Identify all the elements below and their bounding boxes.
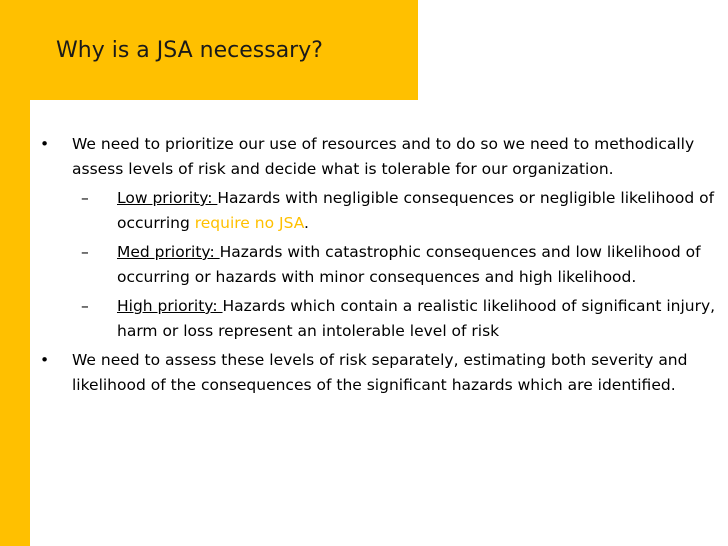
sub-bullet-text: Hazards which contain a realistic likelihood of significant injury, harm or loss represent an intolerable level of risk: [117, 297, 716, 340]
bullet-dot: •: [40, 351, 50, 369]
sub-bullet-tail: .: [304, 214, 309, 232]
priority-label: High priority:: [117, 297, 223, 315]
dash-marker: –: [81, 297, 89, 315]
bullet-item: [40, 132, 716, 182]
sub-bullet-item: [40, 186, 716, 236]
slide-title: Why is a JSA necessary?: [56, 38, 323, 63]
slide-body: [40, 132, 716, 398]
bullet-dot: •: [40, 135, 50, 153]
bullet-item: [40, 348, 716, 398]
accent-strip: [0, 100, 30, 546]
dash-marker: –: [81, 189, 89, 207]
priority-label: Low priority:: [117, 189, 218, 207]
highlighted-text: require no JSA: [194, 214, 305, 232]
sub-bullet-text: Hazards with catastrophic consequences and low likelihood of occurring or hazards with minor consequences and high likelihood.: [117, 243, 701, 286]
bullet-text: We need to prioritize our use of resources and to do so we need to methodically assess levels of risk and decide what is tolerable for our organization.: [72, 135, 695, 178]
bullet-text: We need to assess these levels of risk separately, estimating both severity and likelihood of the consequences of the significant hazards which are identified.: [72, 351, 688, 394]
sub-bullet-text: Hazards with negligible consequences or negligible likelihood of occurring: [117, 189, 715, 232]
sub-bullet-item: [40, 240, 716, 290]
sub-bullet-item: [40, 294, 716, 344]
dash-marker: –: [81, 243, 89, 261]
priority-label: Med priority:: [117, 243, 220, 261]
